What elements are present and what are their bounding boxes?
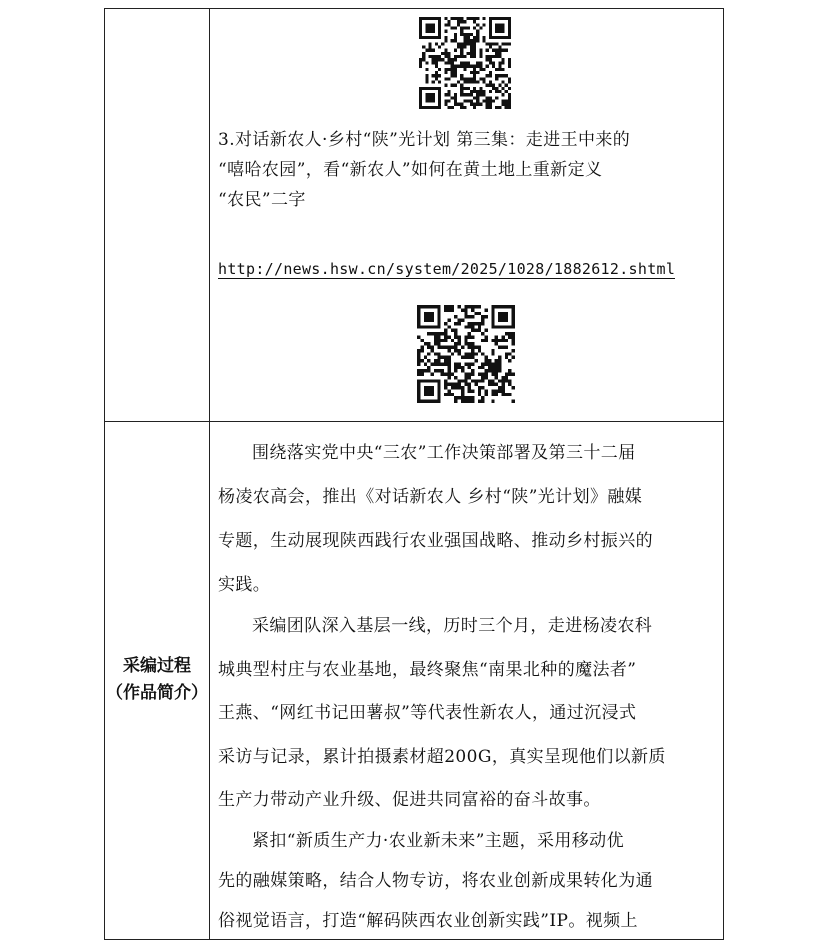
paragraph-line: 杨凌农高会，推出《对话新农人 乡村“陕”光计划》融媒 <box>218 487 643 507</box>
paragraph-line: 王燕、“网红书记田薯叔”等代表性新农人，通过沉浸式 <box>218 703 637 723</box>
qr-code-icon <box>417 305 515 403</box>
paragraph-line: 紧扣“新质生产力·农业新未来”主题，采用移动优 <box>252 831 624 851</box>
paragraph-line: 专题，生动展现陕西践行农业强国战略、推动乡村振兴的 <box>218 531 653 551</box>
label-line-1: 采编过程 <box>123 656 191 676</box>
column-divider <box>209 9 210 939</box>
paragraph-line: 俗视觉语言，打造“解码陕西农业创新实践”IP。视频上 <box>218 911 638 931</box>
item-3-url-row <box>218 259 718 278</box>
paragraph-line: 城典型村庄与农业基地，最终聚焦“南果北种的魔法者” <box>218 659 637 680</box>
paragraph-line: 围绕落实党中央“三农”工作决策部署及第三十二届 <box>252 443 636 463</box>
qr-code-icon <box>419 17 511 109</box>
item-3-line: “农民”二字 <box>218 190 306 210</box>
paragraph-line: 实践。 <box>218 575 271 595</box>
label-line-2: （作品简介） <box>106 683 208 703</box>
section-label <box>105 421 209 939</box>
info-table <box>104 8 724 940</box>
intro-paragraph-3 <box>218 821 718 941</box>
item-3-title <box>218 125 718 215</box>
item-3-line: “嘻哈农园”，看“新农人”如何在黄土地上重新定义 <box>218 160 603 180</box>
paragraph-line: 生产力带动产业升级、促进共同富裕的奋斗故事。 <box>218 790 601 810</box>
intro-paragraph-1 <box>218 431 718 607</box>
paragraph-line: 采编团队深入基层一线，历时三个月，走进杨凌农科 <box>252 616 653 636</box>
intro-paragraph-2 <box>218 605 718 823</box>
item-3-url-link[interactable]: http://news.hsw.cn/system/2025/1028/1882612.shtml <box>218 260 676 278</box>
paragraph-line: 采访与记录，累计拍摄素材超200G，真实呈现他们以新质 <box>218 746 666 767</box>
paragraph-line: 先的融媒策略，结合人物专访，将农业创新成果转化为通 <box>218 871 653 891</box>
item-3-line: 3.对话新农人·乡村“陕”光计划 第三集：走进王中来的 <box>218 130 631 150</box>
